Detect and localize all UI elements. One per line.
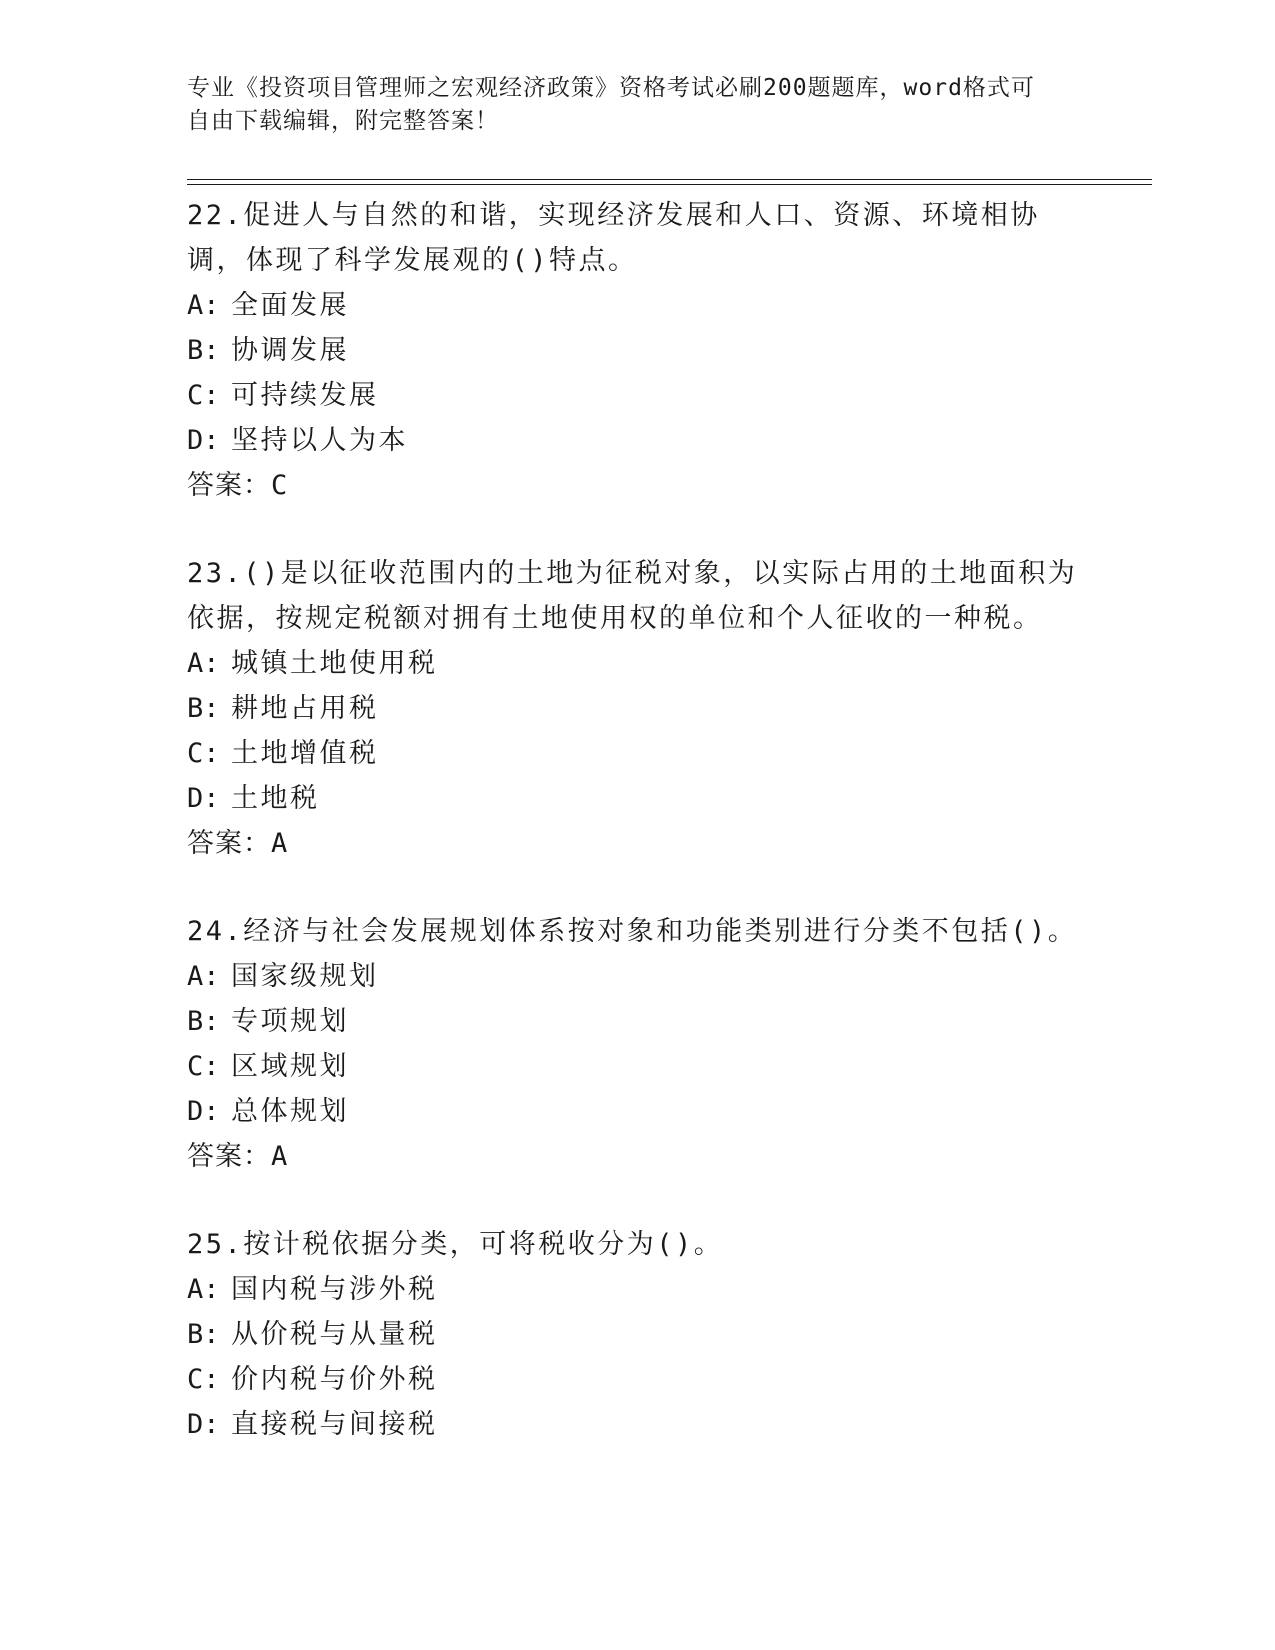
option-key: B: xyxy=(187,693,220,724)
question-list xyxy=(187,193,1087,1490)
option-key: B: xyxy=(187,335,220,366)
option-c xyxy=(187,731,1087,776)
option-b xyxy=(187,999,1087,1044)
answer-label: 答案： xyxy=(187,470,271,501)
option-text: 区域规划 xyxy=(231,1051,349,1082)
answer-label: 答案： xyxy=(187,828,271,859)
option-key: A: xyxy=(187,290,220,321)
document-header xyxy=(187,72,1087,138)
option-text: 城镇土地使用税 xyxy=(231,648,438,679)
option-c xyxy=(187,1044,1087,1089)
answer-value: A xyxy=(271,1141,289,1172)
option-key: B: xyxy=(187,1006,220,1037)
option-key: C: xyxy=(187,1051,220,1082)
option-d xyxy=(187,1402,1087,1447)
option-b xyxy=(187,686,1087,731)
option-text: 国家级规划 xyxy=(231,961,379,992)
question-stem: 22.促进人与自然的和谐，实现经济发展和人口、资源、环境相协调，体现了科学发展观的()特点。 xyxy=(187,200,1040,276)
option-key: D: xyxy=(187,1096,220,1127)
option-b xyxy=(187,328,1087,373)
option-key: D: xyxy=(187,1409,220,1440)
option-d xyxy=(187,776,1087,821)
option-key: B: xyxy=(187,1319,220,1350)
answer-label: 答案： xyxy=(187,1141,271,1172)
option-c xyxy=(187,373,1087,418)
question-25 xyxy=(187,1222,1087,1447)
option-text: 全面发展 xyxy=(231,290,349,321)
option-c xyxy=(187,1357,1087,1402)
option-key: A: xyxy=(187,961,220,992)
option-key: A: xyxy=(187,1274,220,1305)
option-text: 可持续发展 xyxy=(231,380,379,411)
option-b xyxy=(187,1312,1087,1357)
option-a xyxy=(187,1267,1087,1312)
option-text: 直接税与间接税 xyxy=(231,1409,438,1440)
question-stem: 23.()是以征收范围内的土地为征税对象，以实际占用的土地面积为依据，按规定税额对拥有土地使用权的单位和个人征收的一种税。 xyxy=(187,558,1078,634)
option-key: C: xyxy=(187,1364,220,1395)
option-text: 专项规划 xyxy=(231,1006,349,1037)
option-a xyxy=(187,283,1087,328)
option-text: 总体规划 xyxy=(231,1096,349,1127)
question-23 xyxy=(187,551,1087,866)
option-text: 国内税与涉外税 xyxy=(231,1274,438,1305)
question-22 xyxy=(187,193,1087,508)
option-key: C: xyxy=(187,738,220,769)
answer-value: A xyxy=(271,828,289,859)
header-divider-bottom xyxy=(187,184,1152,185)
answer-value: C xyxy=(271,470,289,501)
answer-line xyxy=(187,821,1087,866)
option-text: 从价税与从量税 xyxy=(231,1319,438,1350)
option-text: 坚持以人为本 xyxy=(231,425,408,456)
option-text: 土地税 xyxy=(231,783,320,814)
option-d xyxy=(187,1089,1087,1134)
header-divider-top xyxy=(187,179,1152,180)
option-key: C: xyxy=(187,380,220,411)
question-stem: 25.按计税依据分类，可将税收分为()。 xyxy=(187,1229,724,1260)
option-key: D: xyxy=(187,783,220,814)
option-text: 耕地占用税 xyxy=(231,693,379,724)
header-line-2: 自由下载编辑，附完整答案！ xyxy=(187,108,499,134)
question-24 xyxy=(187,909,1087,1179)
answer-line xyxy=(187,463,1087,508)
option-key: D: xyxy=(187,425,220,456)
option-a xyxy=(187,641,1087,686)
answer-line xyxy=(187,1134,1087,1179)
option-key: A: xyxy=(187,648,220,679)
question-stem: 24.经济与社会发展规划体系按对象和功能类别进行分类不包括()。 xyxy=(187,916,1078,947)
option-text: 协调发展 xyxy=(231,335,349,366)
option-d xyxy=(187,418,1087,463)
option-a xyxy=(187,954,1087,999)
option-text: 价内税与价外税 xyxy=(231,1364,438,1395)
option-text: 土地增值税 xyxy=(231,738,379,769)
header-line-1: 专业《投资项目管理师之宏观经济政策》资格考试必刷200题题库，word格式可 xyxy=(187,75,1035,101)
